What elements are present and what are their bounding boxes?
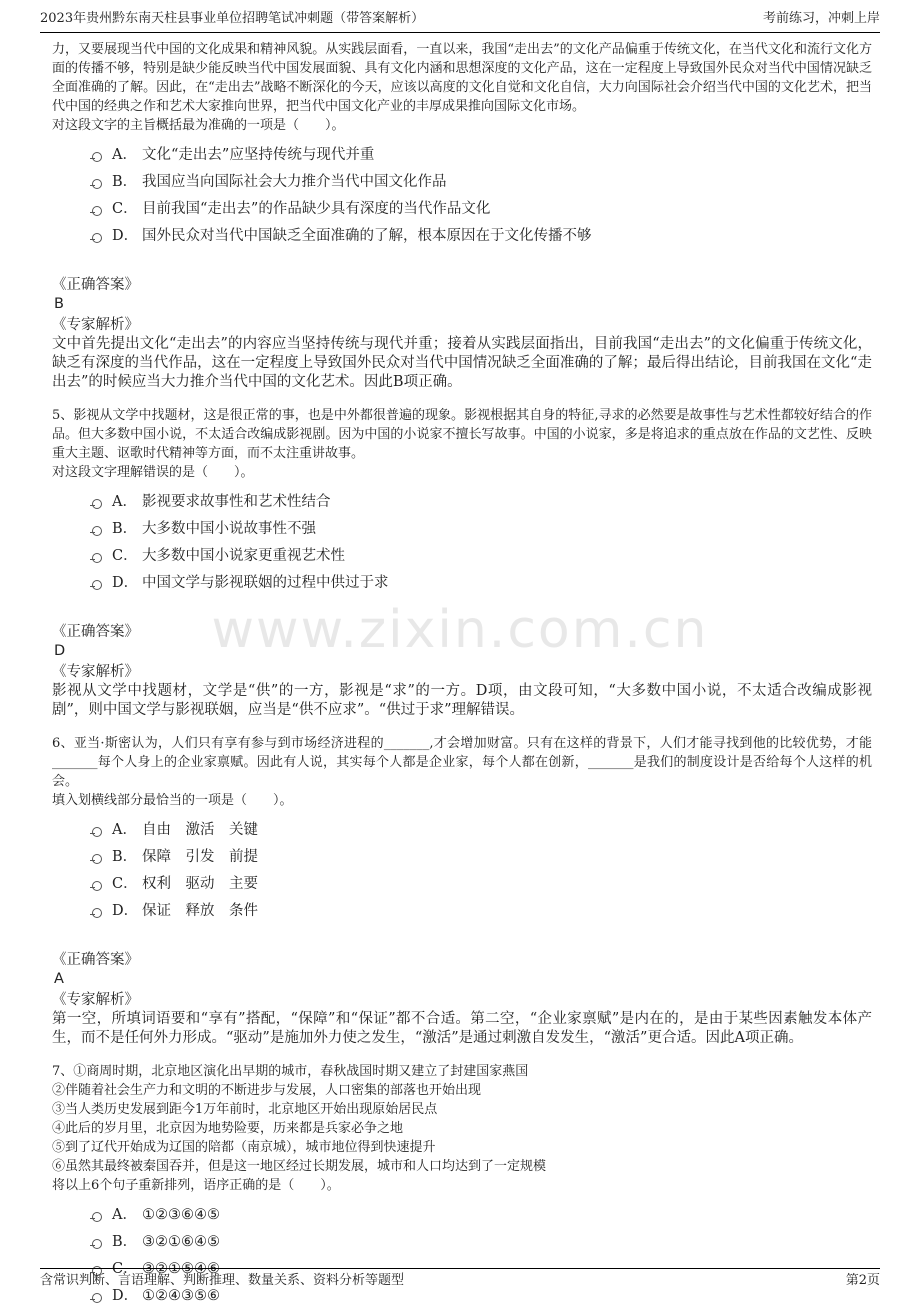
- question-7-option-c[interactable]: C． ③②①⑤④⑥: [92, 1256, 872, 1283]
- question-6-option-c[interactable]: C． 权利 驱动 主要: [92, 871, 872, 898]
- radio-button-icon[interactable]: [92, 881, 102, 891]
- radio-button-icon[interactable]: [92, 526, 102, 536]
- document-title: 2023年贵州黔东南天柱县事业单位招聘笔试冲刺题（带答案解析）: [40, 11, 425, 26]
- question-7-option-b[interactable]: B． ③②①⑥④⑤: [92, 1229, 872, 1256]
- page-header: [40, 6, 880, 33]
- question-5-options: [92, 489, 872, 597]
- question-6-option-d[interactable]: D． 保证 释放 条件: [92, 898, 872, 925]
- radio-button-icon[interactable]: [92, 206, 102, 216]
- footer-description: 含常识判断、言语理解、判断推理、数量关系、资料分析等题型: [40, 1273, 405, 1288]
- radio-button-icon[interactable]: [92, 908, 102, 918]
- radio-button-icon[interactable]: [92, 233, 102, 243]
- question-7-sentence-4: ④此后的岁月里，北京因为地势险要，历来都是兵家必争之地: [52, 1121, 404, 1136]
- question-7-sentence-3: ③当人类历史发展到距今1万年前时，北京地区开始出现原始居民点: [52, 1102, 438, 1117]
- radio-button-icon[interactable]: [92, 580, 102, 590]
- expert-analysis-text: 文中首先提出文化“走出去”的内容应当坚持传统与现代并重；接着从实践层面指出，目前我国“走出去”的文化偏重于传统文化，缺乏有深度的当代作品，这在一定程度上导致国外民众对当代中国情况缺乏全面准确的了解；最后得出结论，目前我国在文化“走出去”的时候应当大力推介当代中国的文化艺术。因此B项正确。: [52, 336, 872, 390]
- question-5-option-c[interactable]: C． 大多数中国小说家更重视艺术性: [92, 543, 872, 570]
- question-7-sentence-1: 7、①商周时期，北京地区演化出早期的城市，春秋战国时期又建立了封建国家燕国: [52, 1064, 529, 1079]
- question-5-passage: 5、影视从文学中找题材，这是很正常的事，也是中外都很普遍的现象。影视根据其自身的特征,寻求的必然要是故事性与艺术性都较好结合的作品。但大多数中国小说，不太适合改编成影视剧。因为中国的小说家不擅长写故事。中国的小说家，多是将追求的重点放在作品的文艺性、反映重大主题、讴歌时代精神等方面，而不太注重讲故事。: [52, 408, 872, 461]
- question-4-prompt: 对这段文字的主旨概括最为准确的一项是（ ）。: [52, 118, 345, 133]
- question-7-option-a[interactable]: A． ①②③⑥④⑤: [92, 1202, 872, 1229]
- question-6-prompt: 填入划横线部分最恰当的一项是（ ）。: [52, 793, 293, 808]
- radio-button-icon[interactable]: [92, 553, 102, 563]
- question-6-option-b[interactable]: B． 保障 引发 前提: [92, 844, 872, 871]
- question-5-option-d[interactable]: D． 中国文学与影视联姻的过程中供过于求: [92, 570, 872, 597]
- page-content: [52, 40, 872, 1310]
- question-7-sentence-5: ⑤到了辽代开始成为辽国的陪都（南京城），城市地位得到快速提升: [52, 1140, 436, 1155]
- question-4: [52, 40, 872, 392]
- question-7-sentence-2: ②伴随着社会生产力和文明的不断进步与发展，人口密集的部落也开始出现: [52, 1083, 482, 1098]
- question-4-passage: 力，又要展现当代中国的文化成果和精神风貌。从实践层面看，一直以来，我国“走出去”的文化产品偏重于传统文化，在当代文化和流行文化方面的传播不够，特别是缺少能反映当代中国发展面貌、具有文化内涵和思想深度的文化产品，这在一定程度上导致国外民众对当代中国情况缺乏全面准确的了解。因此，在“走出去”战略不断深化的今天，应该以高度的文化自觉和文化自信，大力向国际社会介绍当代中国的文化艺术，把当代中国的经典之作和艺术大家推向世界，把当代中国文化产业的丰厚成果推向国际文化市场。: [52, 42, 872, 114]
- radio-button-icon[interactable]: [92, 152, 102, 162]
- question-6-passage: 6、亚当·斯密认为，人们只有享有参与到市场经济进程的_______,才会增加财富。只有在这样的背景下，人们才能寻找到他的比较优势，才能_______每个人身上的企业家禀赋。因此有人说，其实每个人都是企业家，每个人都在创新，_______是我们的制度设计是否给每个人这样的机会。: [52, 736, 872, 789]
- page-number: 第2页: [845, 1273, 880, 1288]
- radio-button-icon[interactable]: [92, 827, 102, 837]
- question-5-option-b[interactable]: B． 大多数中国小说故事性不强: [92, 516, 872, 543]
- answer-label: 《正确答案》: [52, 277, 139, 293]
- expert-analysis-text: 影视从文学中找题材，文学是“供”的一方，影视是“求”的一方。D项，由文段可知，“大多数中国小说，不太适合改编成影视剧”，则中国文学与影视联姻，应当是“供不应求”。“供过于求”理解错误。: [52, 683, 872, 718]
- question-5-prompt: 对这段文字理解错误的是（ ）。: [52, 465, 254, 480]
- question-7-prompt: 将以上6个句子重新排列，语序正确的是（ ）。: [52, 1178, 340, 1193]
- question-4-options: [92, 142, 872, 250]
- expert-analysis-text: 第一空，所填词语要和“享有”搭配，“保障”和“保证”都不合适。第二空，“企业家禀赋”是内在的，是由于某些因素触发本体产生，而不是任何外力形成。“驱动”是施加外力使之发生，“激活”是通过刺激自发发生，“激活”更合适。因此A项正确。: [52, 1011, 872, 1046]
- answer-label: 《正确答案》: [52, 624, 139, 640]
- radio-button-icon[interactable]: [92, 1239, 102, 1249]
- question-7-options: [92, 1202, 872, 1310]
- expert-analysis-label: 《专家解析》: [52, 317, 139, 333]
- question-7-option-d[interactable]: D． ①②④③⑤⑥: [92, 1283, 872, 1310]
- question-4-option-b[interactable]: B． 我国应当向国际社会大力推介当代中国文化作品: [92, 169, 872, 196]
- question-6-option-a[interactable]: A． 自由 激活 关键: [92, 817, 872, 844]
- question-6: [52, 734, 872, 1048]
- radio-button-icon[interactable]: [92, 499, 102, 509]
- correct-answer: B: [54, 296, 64, 312]
- question-4-option-c[interactable]: C． 目前我国“走出去”的作品缺少具有深度的当代作品文化: [92, 196, 872, 223]
- watermark-text: www.zixin.com.cn: [211, 600, 709, 660]
- page-footer: [40, 1268, 880, 1293]
- radio-button-icon[interactable]: [92, 1212, 102, 1222]
- expert-analysis-label: 《专家解析》: [52, 992, 139, 1008]
- radio-button-icon[interactable]: [92, 854, 102, 864]
- expert-analysis-label: 《专家解析》: [52, 664, 139, 680]
- question-7-sentence-6: ⑥虽然其最终被秦国吞并，但是这一地区经过长期发展，城市和人口均达到了一定规模: [52, 1159, 547, 1174]
- question-4-option-d[interactable]: D． 国外民众对当代中国缺乏全面准确的了解，根本原因在于文化传播不够: [92, 223, 872, 250]
- question-6-options: [92, 817, 872, 925]
- question-5-option-a[interactable]: A． 影视要求故事性和艺术性结合: [92, 489, 872, 516]
- answer-label: 《正确答案》: [52, 952, 139, 968]
- header-slogan: 考前练习，冲刺上岸: [762, 11, 880, 26]
- radio-button-icon[interactable]: [92, 179, 102, 189]
- correct-answer: D: [54, 643, 66, 659]
- correct-answer: A: [54, 971, 64, 987]
- question-5: [52, 406, 872, 720]
- question-4-option-a[interactable]: A． 文化“走出去”应坚持传统与现代并重: [92, 142, 872, 169]
